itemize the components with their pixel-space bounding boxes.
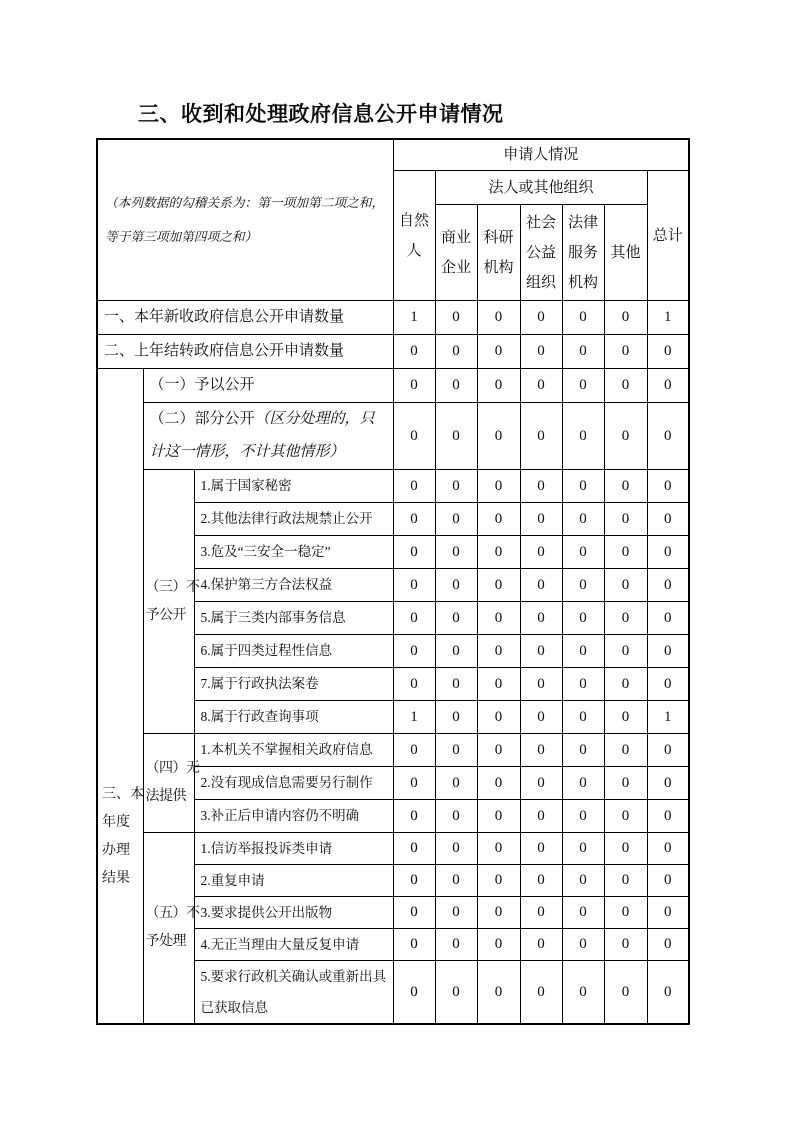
item-label: 3.补正后申请内容仍不明确 <box>194 800 393 833</box>
value-cell: 0 <box>562 403 604 470</box>
value-cell: 0 <box>520 335 562 369</box>
value-cell: 0 <box>393 767 435 800</box>
page-title: 三、收到和处理政府信息公开申请情况 <box>138 103 504 126</box>
value-cell: 0 <box>562 865 604 897</box>
value-cell: 0 <box>435 961 477 1025</box>
value-cell: 0 <box>435 470 477 503</box>
value-cell: 0 <box>647 470 689 503</box>
note-line-1: （本列数据的勾稽关系为：第一项加第二项之和， <box>105 196 385 210</box>
value-cell: 0 <box>393 833 435 865</box>
value-cell: 0 <box>393 635 435 668</box>
group-not-processed-label <box>143 833 200 1025</box>
value-cell: 1 <box>393 301 435 335</box>
value-cell: 0 <box>520 635 562 668</box>
value-cell: 0 <box>562 602 604 635</box>
value-cell: 0 <box>562 470 604 503</box>
value-cell: 0 <box>520 369 562 403</box>
value-cell: 0 <box>435 301 477 335</box>
value-cell: 0 <box>435 800 477 833</box>
value-cell: 0 <box>477 833 520 865</box>
value-cell: 0 <box>604 767 647 800</box>
value-cell: 0 <box>604 734 647 767</box>
value-cell: 0 <box>604 897 647 929</box>
value-cell: 0 <box>435 536 477 569</box>
header-social-welfare-org: 社会公益组织 <box>520 205 562 301</box>
application-stats-table <box>96 138 690 1025</box>
value-cell: 0 <box>562 503 604 536</box>
value-cell: 0 <box>477 335 520 369</box>
value-cell: 1 <box>647 701 689 734</box>
value-cell: 0 <box>562 897 604 929</box>
value-cell: 0 <box>435 897 477 929</box>
value-cell: 0 <box>604 635 647 668</box>
value-cell: 0 <box>393 961 435 1025</box>
value-cell: 0 <box>604 865 647 897</box>
value-cell: 0 <box>647 536 689 569</box>
value-cell: 0 <box>477 403 520 470</box>
value-cell: 0 <box>393 403 435 470</box>
value-cell: 0 <box>562 767 604 800</box>
value-cell: 0 <box>604 536 647 569</box>
value-cell: 0 <box>520 865 562 897</box>
value-cell: 0 <box>647 503 689 536</box>
value-cell: 0 <box>477 635 520 668</box>
value-cell: 0 <box>562 800 604 833</box>
value-cell: 0 <box>604 403 647 470</box>
value-cell: 0 <box>520 961 562 1025</box>
value-cell: 0 <box>520 734 562 767</box>
value-cell: 0 <box>520 470 562 503</box>
item-label: 5.要求行政机关确认或重新出具已获取信息 <box>194 961 393 1025</box>
value-cell: 0 <box>393 929 435 961</box>
value-cell: 0 <box>604 961 647 1025</box>
value-cell: 0 <box>435 403 477 470</box>
value-cell: 0 <box>477 503 520 536</box>
value-cell: 0 <box>520 701 562 734</box>
item-label: 3.危及“三安全一稳定” <box>194 536 393 569</box>
row-label-disclosed: （一）予以公开 <box>143 369 393 403</box>
item-label: 2.其他法律行政法规禁止公开 <box>194 503 393 536</box>
item-label: 8.属于行政查询事项 <box>194 701 393 734</box>
value-cell: 0 <box>647 961 689 1025</box>
section-label-line: 办理 <box>102 843 130 858</box>
group-label-line: 法提供 <box>145 789 186 804</box>
value-cell: 0 <box>477 929 520 961</box>
section-label-line: 结果 <box>102 871 130 886</box>
value-cell: 0 <box>477 369 520 403</box>
item-label: 2.重复申请 <box>194 865 393 897</box>
value-cell: 0 <box>520 503 562 536</box>
item-label: 2.没有现成信息需要另行制作 <box>194 767 393 800</box>
value-cell: 0 <box>477 800 520 833</box>
value-cell: 0 <box>604 929 647 961</box>
value-cell: 0 <box>562 335 604 369</box>
item-label: 1.属于国家秘密 <box>194 470 393 503</box>
value-cell: 0 <box>520 668 562 701</box>
value-cell: 0 <box>647 403 689 470</box>
value-cell: 0 <box>435 734 477 767</box>
group-label-line: 予公开 <box>145 607 186 623</box>
group-label-line: （五）不 <box>145 906 200 922</box>
group-label-line: （三）不 <box>145 579 200 595</box>
value-cell: 0 <box>435 929 477 961</box>
item-label: 1.信访举报投诉类申请 <box>194 833 393 865</box>
value-cell: 0 <box>604 369 647 403</box>
value-cell: 0 <box>393 369 435 403</box>
item-label: 4.无正当理由大量反复申请 <box>194 929 393 961</box>
value-cell: 0 <box>477 734 520 767</box>
group-label-line: （四）无 <box>145 761 200 776</box>
row-label-note: （区分处理的，只计这一情形，不计其他情形） <box>149 411 375 460</box>
row-label-partially-disclosed <box>143 403 393 470</box>
group-not-disclosed-label <box>143 470 200 734</box>
item-label: 3.要求提供公开出版物 <box>194 897 393 929</box>
value-cell: 0 <box>562 961 604 1025</box>
row-label-text: （二）部分公开 <box>149 411 255 427</box>
value-cell: 0 <box>604 503 647 536</box>
value-cell: 0 <box>435 503 477 536</box>
value-cell: 0 <box>477 569 520 602</box>
value-cell: 0 <box>562 635 604 668</box>
value-cell: 0 <box>477 536 520 569</box>
header-total: 总计 <box>647 171 689 301</box>
section-label-line: 年度 <box>102 815 130 830</box>
value-cell: 0 <box>520 602 562 635</box>
row-label-new-applications: 一、本年新收政府信息公开申请数量 <box>97 301 393 335</box>
note-line-2: 等于第三项加第四项之和） <box>105 230 258 244</box>
group-unable-to-provide-label <box>143 734 200 833</box>
value-cell: 0 <box>393 470 435 503</box>
value-cell: 0 <box>435 335 477 369</box>
value-cell: 0 <box>393 503 435 536</box>
value-cell: 0 <box>562 929 604 961</box>
value-cell: 0 <box>562 701 604 734</box>
value-cell: 0 <box>520 897 562 929</box>
item-label: 5.属于三类内部事务信息 <box>194 602 393 635</box>
value-cell: 0 <box>435 865 477 897</box>
value-cell: 0 <box>647 668 689 701</box>
value-cell: 0 <box>647 635 689 668</box>
value-cell: 0 <box>604 602 647 635</box>
value-cell: 0 <box>520 929 562 961</box>
value-cell: 0 <box>604 833 647 865</box>
value-cell: 0 <box>393 536 435 569</box>
value-cell: 0 <box>647 897 689 929</box>
header-commercial-enterprise: 商业企业 <box>435 205 477 301</box>
value-cell: 0 <box>562 668 604 701</box>
value-cell: 0 <box>647 335 689 369</box>
value-cell: 0 <box>477 301 520 335</box>
reconciliation-note <box>97 139 393 301</box>
section-label-line: 三、本 <box>102 787 144 802</box>
value-cell: 0 <box>520 833 562 865</box>
value-cell: 0 <box>647 929 689 961</box>
value-cell: 0 <box>604 301 647 335</box>
value-cell: 0 <box>435 833 477 865</box>
value-cell: 0 <box>435 602 477 635</box>
value-cell: 0 <box>477 897 520 929</box>
item-label: 7.属于行政执法案卷 <box>194 668 393 701</box>
value-cell: 0 <box>647 734 689 767</box>
value-cell: 0 <box>435 635 477 668</box>
value-cell: 0 <box>393 602 435 635</box>
value-cell: 0 <box>520 536 562 569</box>
value-cell: 0 <box>647 800 689 833</box>
value-cell: 0 <box>562 734 604 767</box>
value-cell: 0 <box>562 569 604 602</box>
value-cell: 0 <box>520 800 562 833</box>
value-cell: 0 <box>647 865 689 897</box>
value-cell: 0 <box>393 734 435 767</box>
value-cell: 0 <box>647 602 689 635</box>
value-cell: 0 <box>435 701 477 734</box>
value-cell: 0 <box>393 569 435 602</box>
value-cell: 0 <box>393 335 435 369</box>
header-applicant-status: 申请人情况 <box>393 139 689 171</box>
value-cell: 0 <box>393 668 435 701</box>
value-cell: 0 <box>435 767 477 800</box>
value-cell: 0 <box>520 403 562 470</box>
value-cell: 0 <box>604 569 647 602</box>
value-cell: 0 <box>604 668 647 701</box>
value-cell: 0 <box>604 701 647 734</box>
value-cell: 0 <box>562 301 604 335</box>
item-label: 6.属于四类过程性信息 <box>194 635 393 668</box>
value-cell: 0 <box>562 536 604 569</box>
value-cell: 0 <box>477 668 520 701</box>
value-cell: 0 <box>604 800 647 833</box>
header-natural-person: 自然人 <box>393 171 435 301</box>
value-cell: 1 <box>393 701 435 734</box>
row-label-carryover-applications: 二、上年结转政府信息公开申请数量 <box>97 335 393 369</box>
item-label: 4.保护第三方合法权益 <box>194 569 393 602</box>
value-cell: 0 <box>520 569 562 602</box>
value-cell: 0 <box>477 767 520 800</box>
value-cell: 0 <box>647 569 689 602</box>
value-cell: 0 <box>604 335 647 369</box>
value-cell: 0 <box>520 767 562 800</box>
section-annual-results-label <box>97 369 143 1025</box>
item-label: 1.本机关不掌握相关政府信息 <box>194 734 393 767</box>
value-cell: 0 <box>435 668 477 701</box>
value-cell: 0 <box>477 701 520 734</box>
value-cell: 0 <box>393 865 435 897</box>
header-legal-service-org: 法律服务机构 <box>562 205 604 301</box>
header-other: 其他 <box>604 205 647 301</box>
value-cell: 0 <box>647 833 689 865</box>
group-label-line: 予处理 <box>145 934 186 950</box>
value-cell: 0 <box>435 569 477 602</box>
value-cell: 0 <box>647 369 689 403</box>
header-legal-org: 法人或其他组织 <box>435 171 647 205</box>
value-cell: 0 <box>562 369 604 403</box>
value-cell: 0 <box>477 865 520 897</box>
value-cell: 0 <box>477 961 520 1025</box>
value-cell: 0 <box>393 800 435 833</box>
value-cell: 0 <box>604 470 647 503</box>
value-cell: 0 <box>477 602 520 635</box>
header-research-institution: 科研机构 <box>477 205 520 301</box>
value-cell: 0 <box>477 470 520 503</box>
value-cell: 0 <box>647 767 689 800</box>
value-cell: 1 <box>647 301 689 335</box>
value-cell: 0 <box>393 897 435 929</box>
value-cell: 0 <box>435 369 477 403</box>
value-cell: 0 <box>562 833 604 865</box>
value-cell: 0 <box>520 301 562 335</box>
